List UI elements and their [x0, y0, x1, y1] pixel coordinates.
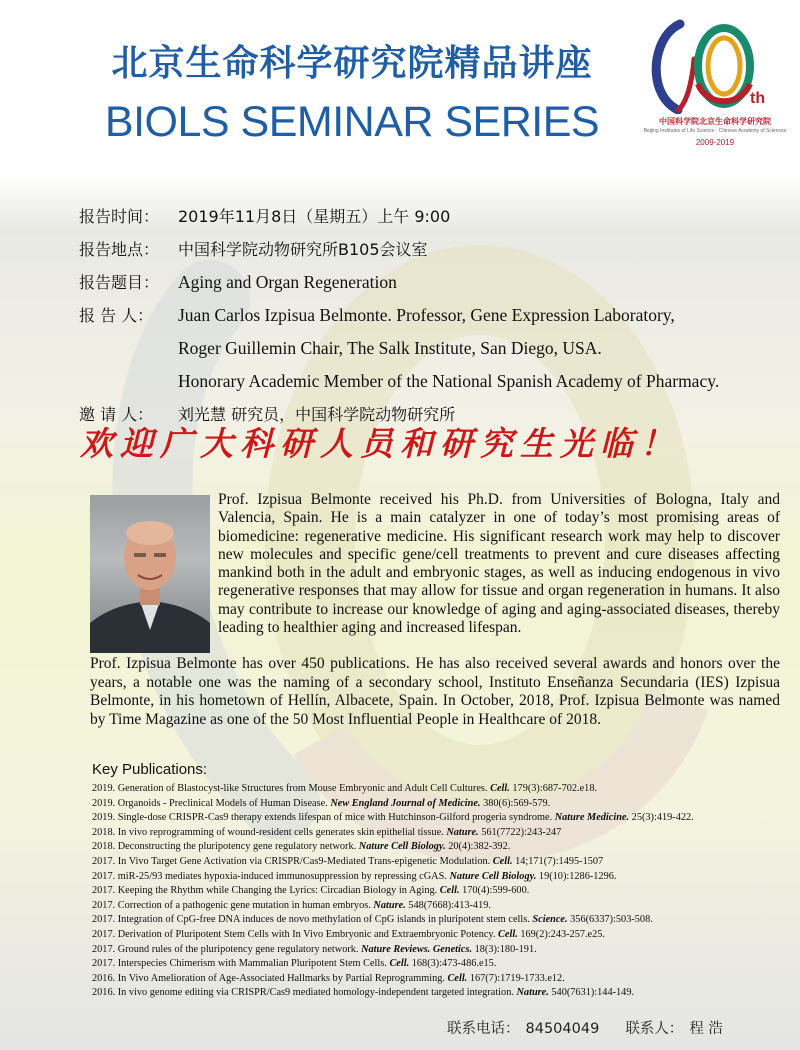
publication-title: 2019. Generation of Blastocyst-like Structures from Mouse Embryonic and Adult Cell Cultures.: [92, 783, 491, 794]
publication-citation: 25(3):419-422.: [629, 812, 694, 824]
info-speaker-row: [79, 299, 719, 332]
publication-item: [92, 928, 792, 943]
publication-item: [92, 797, 792, 812]
publication-title: 2017. Derivation of Pluripotent Stem Cells with In Vivo Embryonic and Extraembryonic Potency.: [92, 928, 499, 940]
publication-citation: 19(10):1286-1296.: [536, 870, 617, 882]
publication-title: 2017. miR-25/93 mediates hypoxia-induced immunosuppression by repressing cGAS.: [92, 870, 450, 882]
publication-journal: Nature Medicine.: [554, 812, 630, 824]
publication-journal: Nature Reviews. Genetics.: [361, 943, 473, 955]
publication-item: [92, 811, 792, 826]
publications-heading: Key Publications:: [92, 761, 208, 778]
info-topic-row: [79, 266, 719, 299]
info-place-row: [79, 233, 719, 266]
publication-item: [92, 782, 792, 797]
publication-citation: 380(6):569-579.: [480, 797, 551, 809]
seminar-info: [79, 200, 719, 431]
time-value: 2019年11月8日（星期五）上午 9:00: [178, 207, 451, 226]
publication-journal: Nature.: [373, 899, 406, 911]
publication-item: [92, 840, 792, 855]
publication-title: 2018. Deconstructing the pluripotency gene regulatory network.: [92, 841, 359, 853]
publication-citation: 18(3):180-191.: [472, 943, 537, 955]
publication-citation: 170(4):599-600.: [459, 885, 530, 897]
bio-paragraph-2: Prof. Izpisua Belmonte has over 450 publications. He has also received several awards and honors over the years, a notable one was the naming of a secondary school, Instituto Enseñanza Secundaria (IES) Izpisua Belmonte, in his hometown of Hellín, Albacete, Spain. In October, 2018, Prof. Izpisua Belmonte was named by Time Magazine as one of the 50 Most Influential People in Healthcare of 2018.: [90, 655, 780, 728]
contact-name: 程 浩: [689, 1021, 723, 1037]
contact-label: 联系人：: [625, 1021, 684, 1037]
publication-journal: Nature Cell Biology.: [358, 841, 446, 853]
publication-item: [92, 855, 792, 870]
topic-label: 报告题目：: [79, 273, 160, 292]
publication-citation: 168(3):473-486.e15.: [409, 958, 497, 970]
publication-title: 2017. In Vivo Target Gene Activation via CRISPR/Cas9-Mediated Trans-epigenetic Modulation.: [92, 855, 493, 867]
publication-citation: 561(7722):243-247: [478, 826, 562, 838]
publication-citation: 14;171(7):1495-1507: [512, 855, 604, 867]
publication-item: [92, 826, 792, 841]
bio-paragraph-1: Prof. Izpisua Belmonte received his Ph.D. from Universities of Bologna, Italy and Valencia, Spain. He is a main catalyzer in one of today’s most promising areas of biomedicine: regenerative medicine. His significant research work may help to discover new molecules and specific gene/cell treatments to prevent and cure diseases affecting mankind both in the adult and embryonic stages, as well as inducing endogenous in vivo regenerative responses that may allow for tissue and organ regeneration in humans. It also may contribute to increase our knowledge of aging and aging-associated diseases, thereby leading to healthier aging and increased lifespan.: [218, 491, 780, 637]
info-time-row: [79, 200, 719, 233]
publication-citation: 356(6337):503-508.: [567, 914, 653, 926]
phone-label: 联系电话：: [447, 1021, 520, 1037]
publication-title: 2017. Ground rules of the pluripotency gene regulatory network.: [92, 943, 362, 955]
publication-title: 2017. Keeping the Rhythm while Changing the Lyrics: Circadian Biology in Aging.: [92, 885, 440, 897]
publication-journal: Nature Cell Biology.: [449, 870, 537, 882]
welcome-banner: 欢迎广大科研人员和研究生光临！: [80, 424, 680, 463]
publication-item: [92, 913, 792, 928]
publication-citation: 179(3):687-702.e18.: [509, 783, 598, 794]
contact-footer: [447, 1017, 729, 1038]
logo-name-cn: 中国科学院北京生命科学研究院: [659, 117, 771, 126]
info-speaker-row-3: [79, 365, 719, 398]
publication-item: [92, 899, 792, 914]
header: [0, 0, 800, 178]
speaker-line-1: Juan Carlos Izpisua Belmonte. Professor, Gene Expression Laboratory,: [178, 305, 675, 325]
publication-journal: Cell.: [490, 783, 510, 794]
place-value: 中国科学院动物研究所B105会议室: [178, 240, 428, 259]
ten-years-logo-icon: [640, 14, 790, 114]
publication-journal: Cell.: [389, 958, 410, 970]
logo-years: 2009-2019: [695, 138, 735, 147]
speaker-label: 报 告 人：: [79, 306, 154, 325]
publication-journal: Nature.: [516, 987, 549, 999]
publication-item: [92, 884, 792, 899]
host-label: 邀 请 人：: [79, 405, 154, 424]
publication-journal: Cell.: [447, 972, 468, 984]
host-value: 刘光慧 研究员，中国科学院动物研究所: [178, 405, 456, 424]
speaker-portrait-icon: [90, 495, 210, 653]
publication-citation: 548(7668):413-419.: [405, 899, 491, 911]
title-english: BIOLS SEMINAR SERIES: [104, 98, 600, 146]
publication-journal: Cell.: [439, 885, 460, 897]
logo-ordinal: th: [750, 90, 766, 107]
publication-title: 2019. Single-dose CRISPR-Cas9 therapy extends lifespan of mice with Hutchinson-Gilford progeria syndrome.: [92, 812, 555, 824]
publication-citation: 167(7):1719-1733.e12.: [467, 972, 565, 984]
phone-number: 84504049: [525, 1021, 600, 1037]
publication-journal: Science.: [532, 914, 568, 926]
info-speaker-row-2: [79, 332, 719, 365]
publication-journal: Nature.: [446, 826, 479, 838]
publication-journal: Cell.: [498, 928, 518, 940]
publication-title: 2017. Integration of CpG-free DNA induces de novo methylation of CpG islands in pluripotent stem cells.: [92, 914, 533, 926]
publication-journal: Cell.: [492, 855, 513, 867]
publication-title: 2019. Organoids - Preclinical Models of Human Disease.: [92, 797, 331, 809]
publication-item: [92, 957, 792, 972]
title-chinese: 北京生命科学研究院精品讲座: [111, 43, 593, 84]
publication-title: 2017. Interspecies Chimerism with Mammalian Pluripotent Stem Cells.: [92, 958, 390, 970]
publication-item: [92, 972, 792, 987]
publication-title: 2016. In Vivo Amelioration of Age-Associated Hallmarks by Partial Reprogramming.: [92, 972, 448, 984]
anniversary-logo: [640, 14, 790, 164]
publication-item: [92, 943, 792, 958]
publications-list: [92, 782, 792, 1001]
publication-citation: 20(4):382-392.: [445, 841, 511, 853]
publication-citation: 169(2):243-257.e25.: [517, 928, 606, 940]
topic-value: Aging and Organ Regeneration: [178, 272, 397, 292]
speaker-line-2: Roger Guillemin Chair, The Salk Institute, San Diego, USA.: [178, 338, 602, 358]
publication-title: 2016. In vivo genome editing via CRISPR/Cas9 mediated homology-independent targeted integration.: [92, 987, 517, 999]
publication-item: [92, 986, 792, 1001]
publication-title: 2018. In vivo reprogramming of wound-resident cells generates skin epithelial tissue.: [92, 826, 447, 838]
publication-citation: 540(7631):144-149.: [548, 987, 635, 999]
logo-name-en: Beijing Institutes of Life Science · Chinese Academy of Sciences: [643, 128, 787, 134]
time-label: 报告时间：: [79, 207, 160, 226]
publication-journal: New England Journal of Medicine.: [330, 797, 481, 809]
publication-item: [92, 870, 792, 885]
publication-title: 2017. Correction of a pathogenic gene mutation in human embryos.: [92, 899, 374, 911]
speaker-line-3: Honorary Academic Member of the National Spanish Academy of Pharmacy.: [178, 371, 720, 391]
speaker-photo: [90, 495, 210, 653]
place-label: 报告地点：: [79, 240, 160, 259]
